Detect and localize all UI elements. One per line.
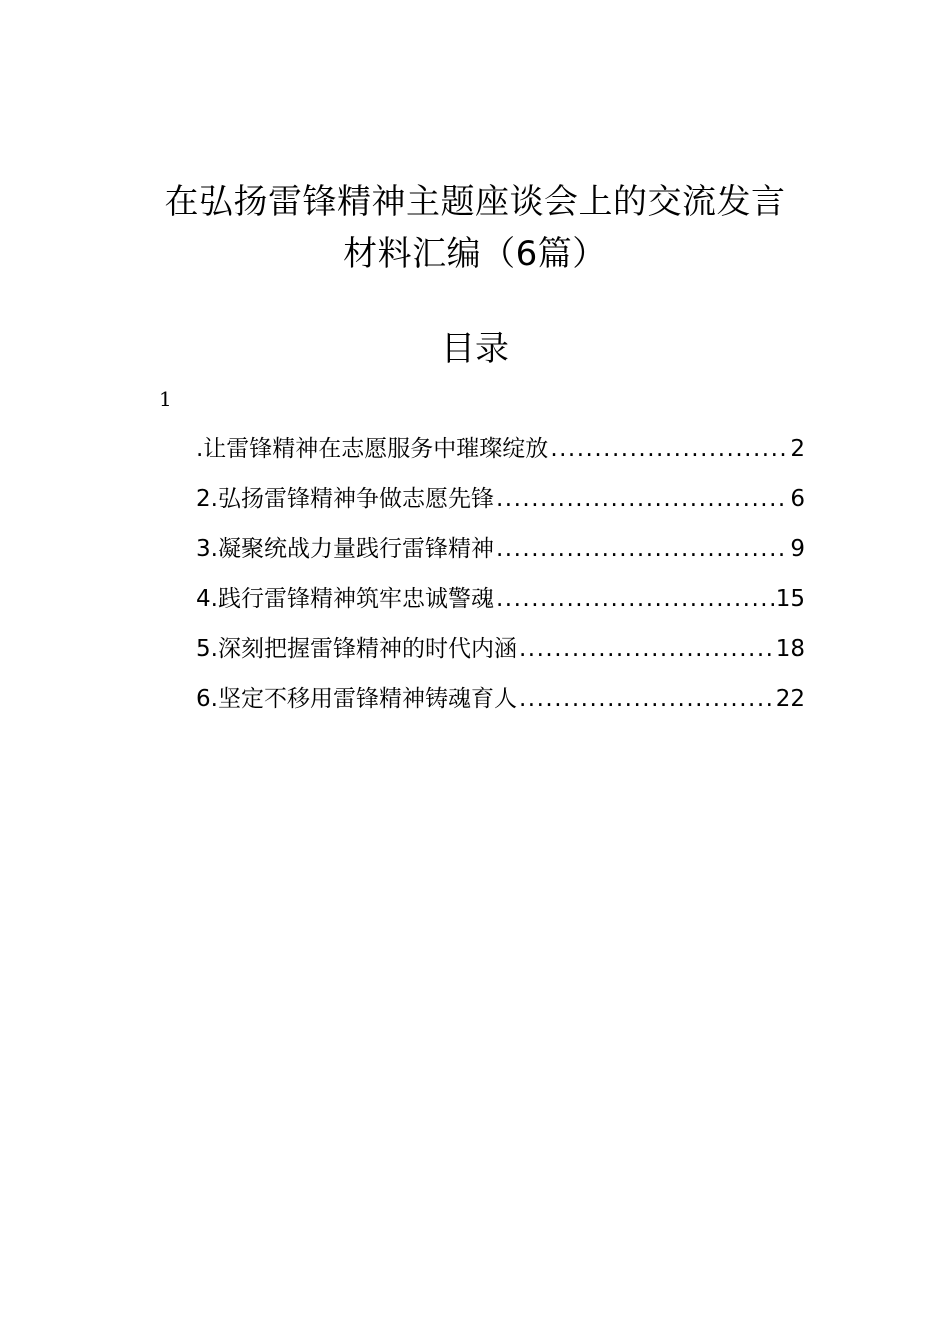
toc-entry[interactable] xyxy=(196,632,805,682)
toc-entry-label: .让雷锋精神在志愿服务中璀璨绽放 xyxy=(196,436,549,462)
table-of-contents xyxy=(196,432,805,732)
title-line-2: 材料汇编（6篇） xyxy=(343,234,607,274)
toc-entry-page: 9 xyxy=(790,536,805,562)
toc-entry[interactable] xyxy=(196,482,805,532)
toc-heading: 目录 xyxy=(441,329,509,369)
toc-entry[interactable] xyxy=(196,532,805,582)
toc-entry-page: 15 xyxy=(775,586,805,612)
toc-entry-label: 6.坚定不移用雷锋精神铸魂育人 xyxy=(196,686,517,712)
toc-entry-page: 2 xyxy=(790,436,805,462)
toc-leader-dots xyxy=(496,482,788,516)
toc-entry[interactable] xyxy=(196,582,805,632)
toc-entry[interactable] xyxy=(196,432,805,482)
document-title xyxy=(0,176,950,280)
toc-entry-label: 2.弘扬雷锋精神争做志愿先锋 xyxy=(196,486,494,512)
toc-entry-page: 18 xyxy=(775,636,805,662)
list-number: 1 xyxy=(159,387,172,411)
toc-entry-label: 4.践行雷锋精神筑牢忠诚警魂 xyxy=(196,586,494,612)
toc-leader-dots xyxy=(496,582,774,616)
toc-entry[interactable] xyxy=(196,682,805,732)
toc-entry-label: 3.凝聚统战力量践行雷锋精神 xyxy=(196,536,494,562)
toc-entry-page: 6 xyxy=(790,486,805,512)
title-line-1: 在弘扬雷锋精神主题座谈会上的交流发言 xyxy=(164,182,786,222)
toc-entry-label: 5.深刻把握雷锋精神的时代内涵 xyxy=(196,636,517,662)
toc-entry-page: 22 xyxy=(775,686,805,712)
toc-leader-dots xyxy=(519,682,774,716)
toc-leader-dots xyxy=(519,632,774,666)
toc-leader-dots xyxy=(496,532,788,566)
toc-leader-dots xyxy=(550,432,788,466)
